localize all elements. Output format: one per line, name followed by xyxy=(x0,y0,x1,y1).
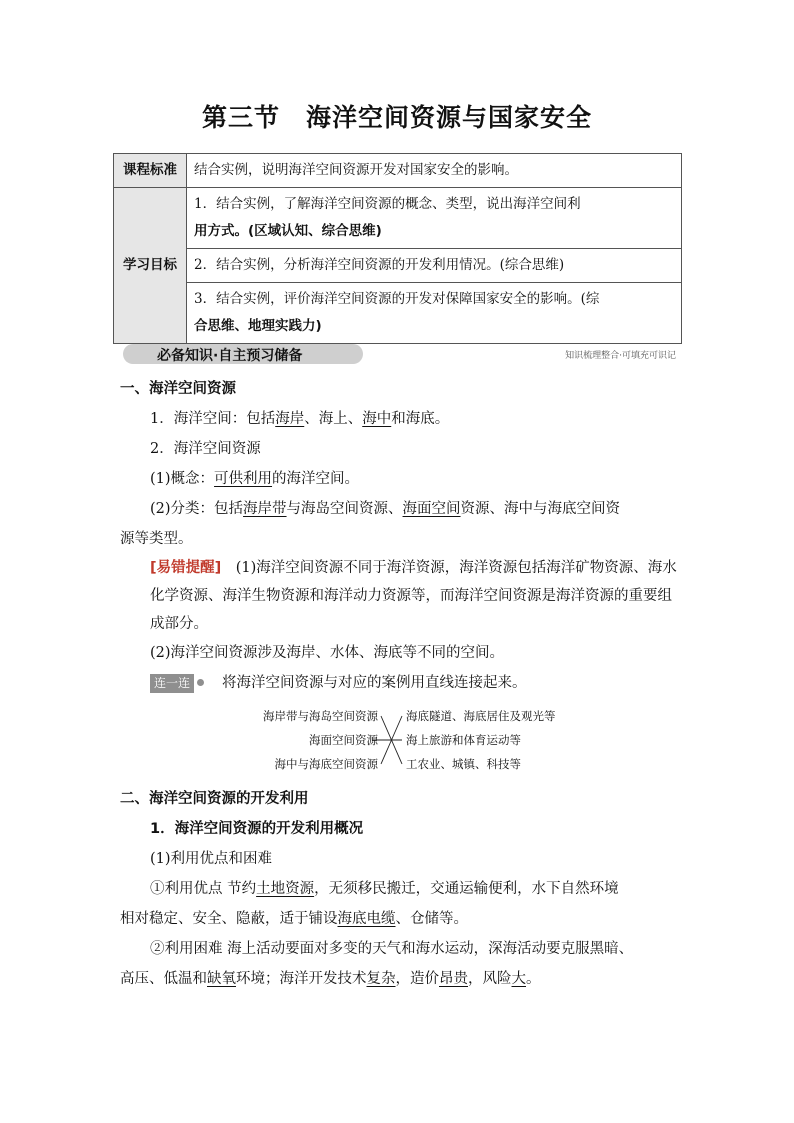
para-difficulties: ②利用困难 海上活动要面对多变的天气和海水运动，深海活动要克服黑暗、 xyxy=(150,941,634,957)
para-resources-heading: 2．海洋空间资源 xyxy=(150,441,261,457)
match-lines xyxy=(120,702,680,782)
sub-heading-2: (1)利用优点和困难 xyxy=(150,851,273,867)
match-right-1: 海底隧道、海底居住及观光等 xyxy=(406,709,556,723)
standard-text: 结合实例，说明海洋空间资源开发对国家安全的影响。 xyxy=(187,154,682,188)
banner-title: 必备知识·自主预习储备 xyxy=(157,348,303,364)
para-concept: (1)概念：可供利用的海洋空间。 xyxy=(150,471,360,487)
banner-note: 知识梳理整合·可填充可识记 xyxy=(565,351,676,361)
para-classification-cont: 源等类型。 xyxy=(120,531,193,547)
match-right-3: 工农业、城镇、科技等 xyxy=(406,757,521,771)
error-tip-2: (2)海洋空间资源涉及海岸、水体、海底等不同的空间。 xyxy=(150,645,505,661)
main-content xyxy=(120,374,680,994)
goals-header: 学习目标 xyxy=(114,188,187,344)
standard-header: 课程标准 xyxy=(114,154,187,188)
page-title: 第三节 海洋空间资源与国家安全 xyxy=(201,103,592,132)
para-difficulties-cont: 高压、低温和缺氧环境；海洋开发技术复杂，造价昂贵，风险大。 xyxy=(120,971,541,987)
section-2-heading: 二、海洋空间资源的开发利用 xyxy=(120,791,309,807)
para-advantages-cont: 相对稳定、安全、隐蔽，适于铺设海底电缆、仓储等。 xyxy=(120,911,468,927)
goal-3-line-a: 3．结合实例，评价海洋空间资源的开发对保障国家安全的影响。(综 xyxy=(194,291,600,307)
match-left-1: 海岸带与海岛空间资源 xyxy=(263,709,378,723)
tip-label: [易错提醒] xyxy=(150,560,222,576)
bullet-dot xyxy=(197,679,204,686)
section-1-heading: 一、海洋空间资源 xyxy=(120,381,236,397)
goal-3-line-b: 合思维、地理实践力) xyxy=(194,318,322,334)
curriculum-table xyxy=(113,153,682,344)
error-tip: [易错提醒] (1)海洋空间资源不同于海洋资源，海洋资源包括海洋矿物资源、海水化学资源、海洋生物资源和海洋动力资源等，而海洋空间资源是海洋资源的重要组成部分。 xyxy=(150,560,677,632)
para-ocean-space: 1．海洋空间：包括海岸、海上、海中和海底。 xyxy=(150,411,450,427)
sub-heading-1: 1．海洋空间资源的开发利用概况 xyxy=(150,821,364,837)
connect-exercise: 连一连 将海洋空间资源与对应的案例用直线连接起来。 xyxy=(120,668,680,698)
match-right-2: 海上旅游和体育运动等 xyxy=(406,733,521,747)
goal-1-line-b: 用方式。(区域认知、综合思维) xyxy=(194,223,382,239)
goal-2: 2．结合实例，分析海洋空间资源的开发利用情况。(综合思维) xyxy=(187,249,682,283)
match-left-3: 海中与海底空间资源 xyxy=(274,757,378,771)
section-banner xyxy=(113,343,682,365)
connect-tag: 连一连 xyxy=(150,674,194,693)
match-left-2: 海面空间资源 xyxy=(309,733,378,747)
para-advantages: ①利用优点 节约土地资源，无须移民搬迁，交通运输便利，水下自然环境 xyxy=(150,881,619,897)
goal-1-line-a: 1．结合实例，了解海洋空间资源的概念、类型，说出海洋空间利 xyxy=(194,196,581,212)
para-classification: (2)分类：包括海岸带与海岛空间资源、海面空间资源、海中与海底空间资 xyxy=(150,501,621,517)
matching-diagram xyxy=(120,702,680,782)
goal-3 xyxy=(187,283,682,344)
goal-1 xyxy=(187,188,682,249)
